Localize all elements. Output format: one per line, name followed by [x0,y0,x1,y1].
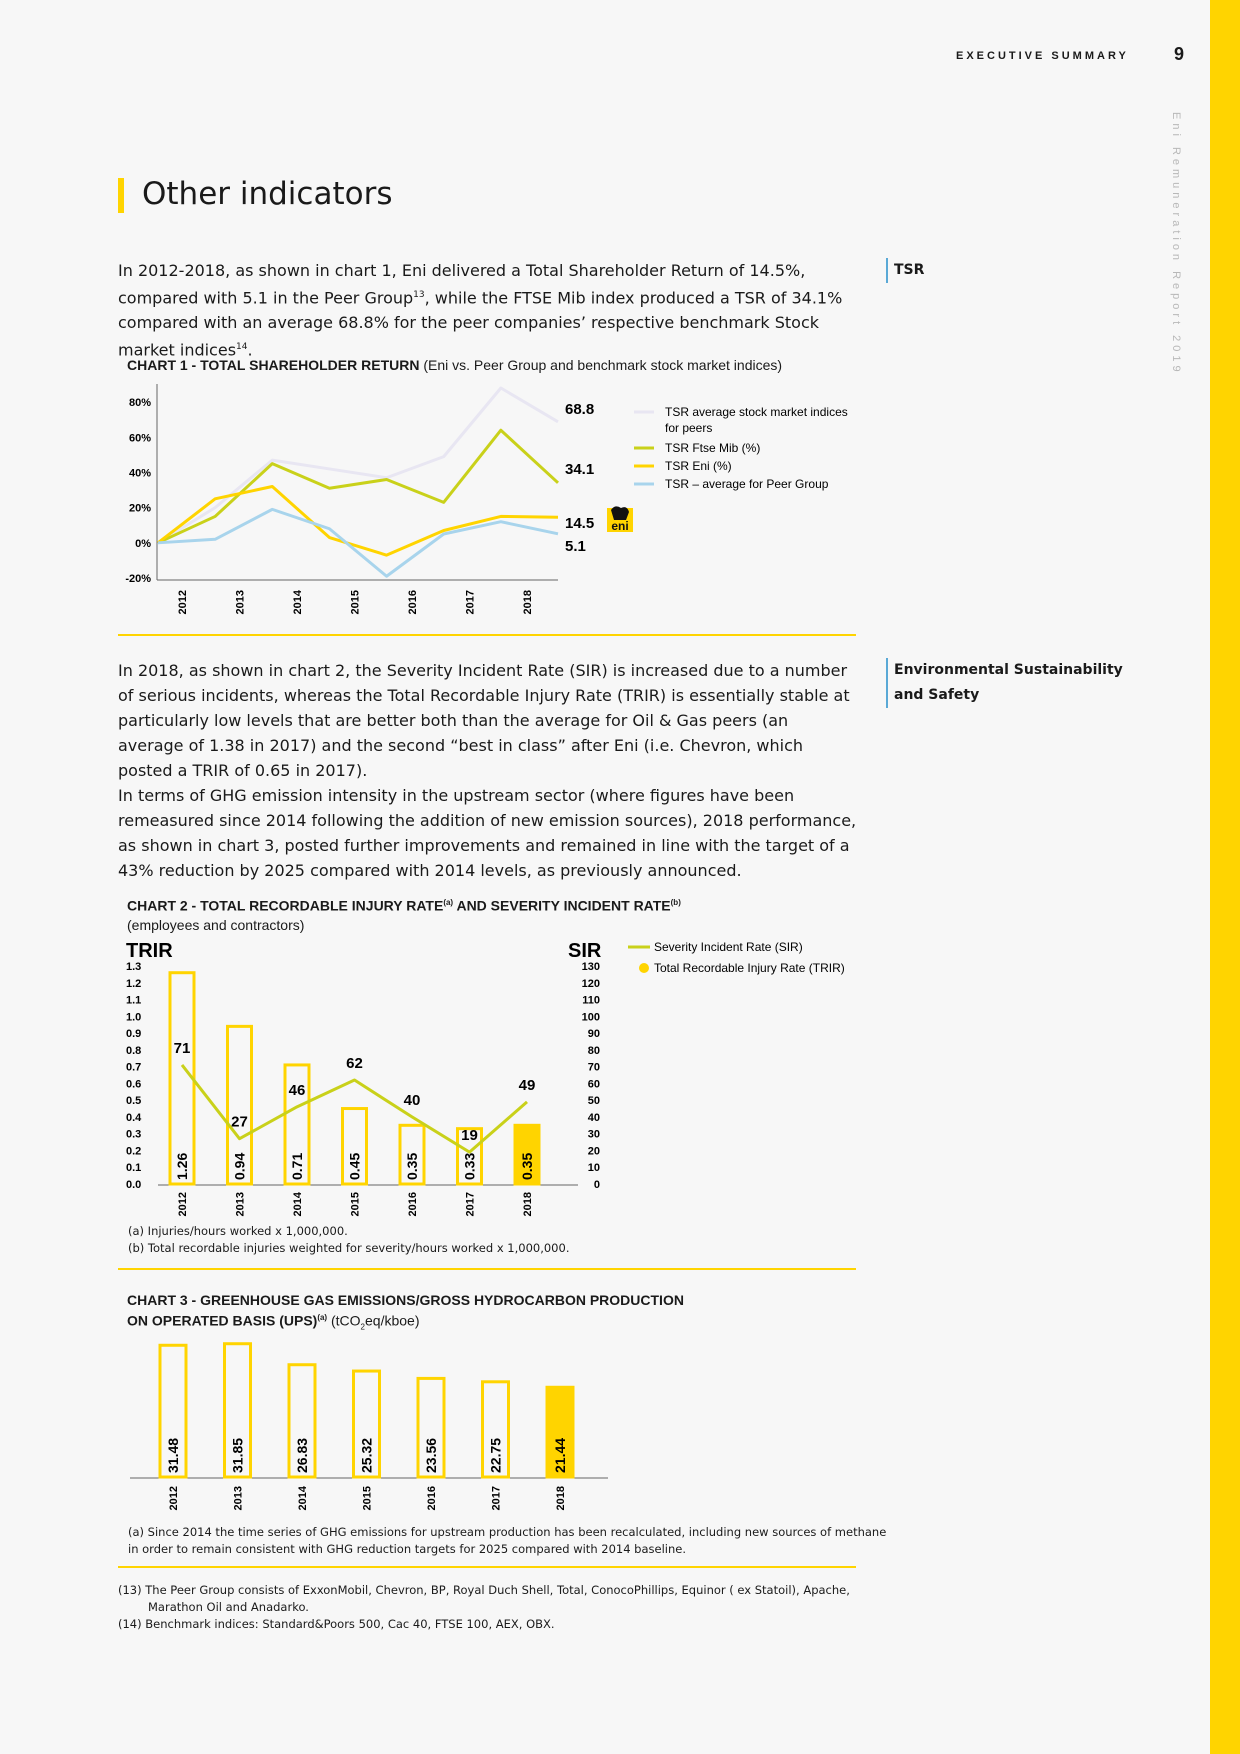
chart1-end-label: 14.5 [565,515,595,532]
chart2-left-tick: 0.7 [126,1061,142,1074]
chart1-x-tick: 2015 [349,590,362,615]
chart1-end-label: 68.8 [565,401,595,418]
chart3-bar-label: 26.83 [294,1437,310,1473]
tsr-paragraph: In 2012-2018, as shown in chart 1, Eni delivered a Total Shareholder Return of 14.5%, compared with 5.1 in the Peer Group$^{13}$, while the FTSE Mib index produced a TSR of 34.1% compared with an average 68.8% for the peer companies’ respective benchmark Stock market indices$^{14}$. [118,261,843,360]
chart1-svg [118,378,878,623]
chart2-right-tick: 70 [587,1061,600,1074]
chart2-right-tick: 20 [587,1145,600,1158]
chart2-right-tick: 60 [587,1078,600,1091]
chart2-left-tick: 0.0 [126,1179,142,1191]
chart2-trir-label: 1.26 [174,1152,190,1180]
chart3-bar-label: 22.75 [487,1437,504,1473]
chart2-sir-label: 62 [346,1055,363,1073]
chart2-svg [118,935,878,1217]
chart1-end-label: 5.1 [565,538,586,555]
chart2-trir-label: 0.94 [231,1152,248,1180]
chart2-right-tick: 130 [581,961,600,973]
chart2-left-tick: 0.4 [126,1111,142,1124]
footnotes [118,1582,858,1633]
chart2-left-tick: 0.9 [126,1028,142,1041]
chart2-sir-label: 19 [461,1127,478,1145]
chart1-x-tick: 2017 [464,590,477,615]
chart2-right-tick: 100 [581,1011,600,1024]
chart2-trir-label: 0.35 [519,1152,535,1180]
chart1-series-line [158,509,558,576]
chart2-right-tick: 80 [587,1044,600,1057]
chart2-left-tick: 1.0 [126,1011,142,1024]
chart2-right-axis-label: SIR [568,940,602,962]
side-label-tsr: TSR [886,258,924,283]
chart3-x-tick: 2012 [168,1486,180,1511]
running-header: EXECUTIVE SUMMARY [956,50,1129,62]
chart2-trir-bar [170,973,194,1184]
chart3-x-tick: 2016 [426,1486,438,1511]
chart2-sir-label: 40 [403,1091,421,1109]
chart3-bar-label: 23.56 [423,1437,439,1473]
chart2-left-tick: 1.3 [126,961,142,973]
divider-2 [118,1268,856,1270]
chart1-x-tick: 2016 [407,590,419,615]
chart2-title: CHART 2 - TOTAL RECORDABLE INJURY RATE$^{(a)}$ AND SEVERITY INCIDENT RATE$^{(b)}$ (employees and contractors) [127,897,681,933]
chart2-sir-label: 27 [231,1113,248,1131]
chart1-end-label: 34.1 [565,461,595,478]
chart2-trir-label: 0.71 [289,1152,305,1180]
chart3-bar-label: 31.48 [165,1437,181,1473]
chart1-x-tick: 2012 [177,590,189,615]
side-label-safety: Environmental Sustainability and Safety [886,658,1123,708]
chart1-y-tick: 60% [128,432,151,445]
chart2-left-tick: 0.6 [126,1078,142,1091]
safety-paragraph: In 2018, as shown in chart 2, the Severity Incident Rate (SIR) is increased due to a number of serious incidents, whereas the Total Recordable Injury Rate (TRIR) is essentially stable at particularly low levels that are better both than the average for Oil & Gas peers (an average of 1.38 in 2017) and the second “best in class” after Eni (i.e. Chevron, which posted a TRIR of 0.65 in 2017). In terms of GHG emission intensity in the upstream sector (where figures have been remeasured since 2014 following the addition of new emission sources), 2018 performance, as shown in chart 3, posted further improvements and remained in line with the target of a 43% reduction by 2025 compared with 2014 levels, as previously announced. [118,661,857,880]
chart2-legend-label: Total Recordable Injury Rate (TRIR) [654,961,845,975]
chart2-x-tick: 2017 [464,1192,477,1217]
chart2-x-tick: 2014 [292,1192,304,1217]
chart2-left-tick: 0.8 [126,1044,142,1057]
chart2-right-tick: 30 [587,1128,600,1141]
svg-text:eni: eni [611,519,629,533]
chart2-right-tick: 110 [582,994,600,1007]
chart2-legend-dot-swatch [639,963,649,973]
document-title-vertical: Eni Remuneration Report 2019 [1170,112,1182,376]
divider-3 [118,1566,856,1568]
chart1-legend-label: TSR average stock market indices [665,405,848,419]
chart3-note: (a) Since 2014 the time series of GHG emissions for upstream production has been recalculated, including new sources of methane in order to remain consistent with GHG reduction targets for 2025 compared with 2014 baseline. [128,1525,887,1556]
chart2-left-tick: 0.2 [126,1145,142,1158]
chart1-x-tick: 2018 [522,590,534,615]
chart2-left-axis-label: TRIR [126,940,173,962]
chart1-legend-label: TSR Ftse Mib (%) [665,441,761,455]
chart3-x-tick: 2014 [297,1486,309,1511]
chart1-y-tick: 0% [135,537,151,550]
chart1-series-line [158,388,558,543]
chart2-x-tick: 2012 [177,1192,189,1217]
chart2-sir-label: 46 [288,1081,306,1099]
chart2-x-tick: 2016 [407,1192,419,1217]
chart2-right-tick: 10 [587,1162,600,1175]
footnote-14: (14) Benchmark indices: Standard&Poors 500, Cac 40, FTSE 100, AEX, OBX. [118,1617,555,1631]
chart1-y-tick: 80% [128,397,151,410]
chart2-legend-label: Severity Incident Rate (SIR) [654,940,803,954]
chart1-legend-label: for peers [665,421,713,435]
chart1-x-tick: 2013 [234,590,247,615]
chart3-x-tick: 2018 [555,1486,567,1511]
chart3-bar-label: 25.32 [358,1437,375,1473]
chart2-x-tick: 2018 [522,1192,534,1217]
chart1-title: CHART 1 - TOTAL SHAREHOLDER RETURN (Eni vs. Peer Group and benchmark stock market indices) [127,357,783,373]
chart1-x-tick: 2014 [292,590,304,615]
chart3-x-tick: 2017 [490,1486,503,1511]
chart2-notes: (a) Injuries/hours worked x 1,000,000. (b) Total recordable injuries weighted for severity/hours worked x 1,000,000. [128,1224,570,1255]
chart2-right-tick: 50 [587,1095,600,1108]
section-heading: Other indicators [142,176,393,212]
chart1-y-tick: 40% [128,467,151,480]
divider-1 [118,634,856,636]
chart2-trir-label: 0.45 [346,1152,363,1180]
chart3-svg [118,1328,738,1518]
chart1-legend-label: TSR – average for Peer Group [665,477,829,491]
chart2-left-tick: 0.5 [126,1095,142,1108]
footnote-13: (13) The Peer Group consists of ExxonMobil, Chevron, BP, Royal Duch Shell, Total, ConocoPhillips, Equinor ( ex Statoil), Apache, Marathon Oil and Anadarko. [118,1583,850,1614]
chart2-left-tick: 1.2 [126,977,142,990]
chart2-right-tick: 90 [587,1028,600,1041]
chart2-trir-label: 0.33 [461,1152,478,1180]
chart3-bar-label: 21.44 [552,1437,568,1473]
page-edge-bar [1210,0,1240,1754]
chart1-legend-label: TSR Eni (%) [665,459,732,473]
chart2-right-tick: 40 [587,1111,600,1124]
chart1-series-line [158,430,558,543]
chart1-y-tick: -20% [125,573,151,585]
chart2-trir-label: 0.35 [404,1152,420,1180]
chart3-x-tick: 2013 [232,1486,245,1511]
chart2-right-tick: 0 [593,1179,600,1191]
chart2-sir-label: 71 [173,1039,191,1057]
chart2-right-tick: 120 [581,977,600,990]
chart2-left-tick: 0.1 [126,1162,142,1175]
chart2-x-tick: 2015 [349,1192,362,1217]
chart2-sir-label: 49 [518,1076,536,1094]
chart3-title: CHART 3 - GREENHOUSE GAS EMISSIONS/GROSS HYDROCARBON PRODUCTION ON OPERATED BASIS (UPS)$^{(a)}$ (tCO$_2$eq/kboe) [127,1292,684,1332]
chart3-x-tick: 2015 [361,1486,374,1511]
chart2-x-tick: 2013 [234,1192,247,1217]
chart1-y-tick: 20% [128,502,151,515]
chart2-left-tick: 1.1 [126,994,142,1007]
eni-logo [607,506,633,533]
page-number: 9 [1174,44,1185,64]
chart2-left-tick: 0.3 [126,1128,142,1141]
heading-marker [118,178,124,213]
chart3-bar-label: 31.85 [229,1437,246,1473]
